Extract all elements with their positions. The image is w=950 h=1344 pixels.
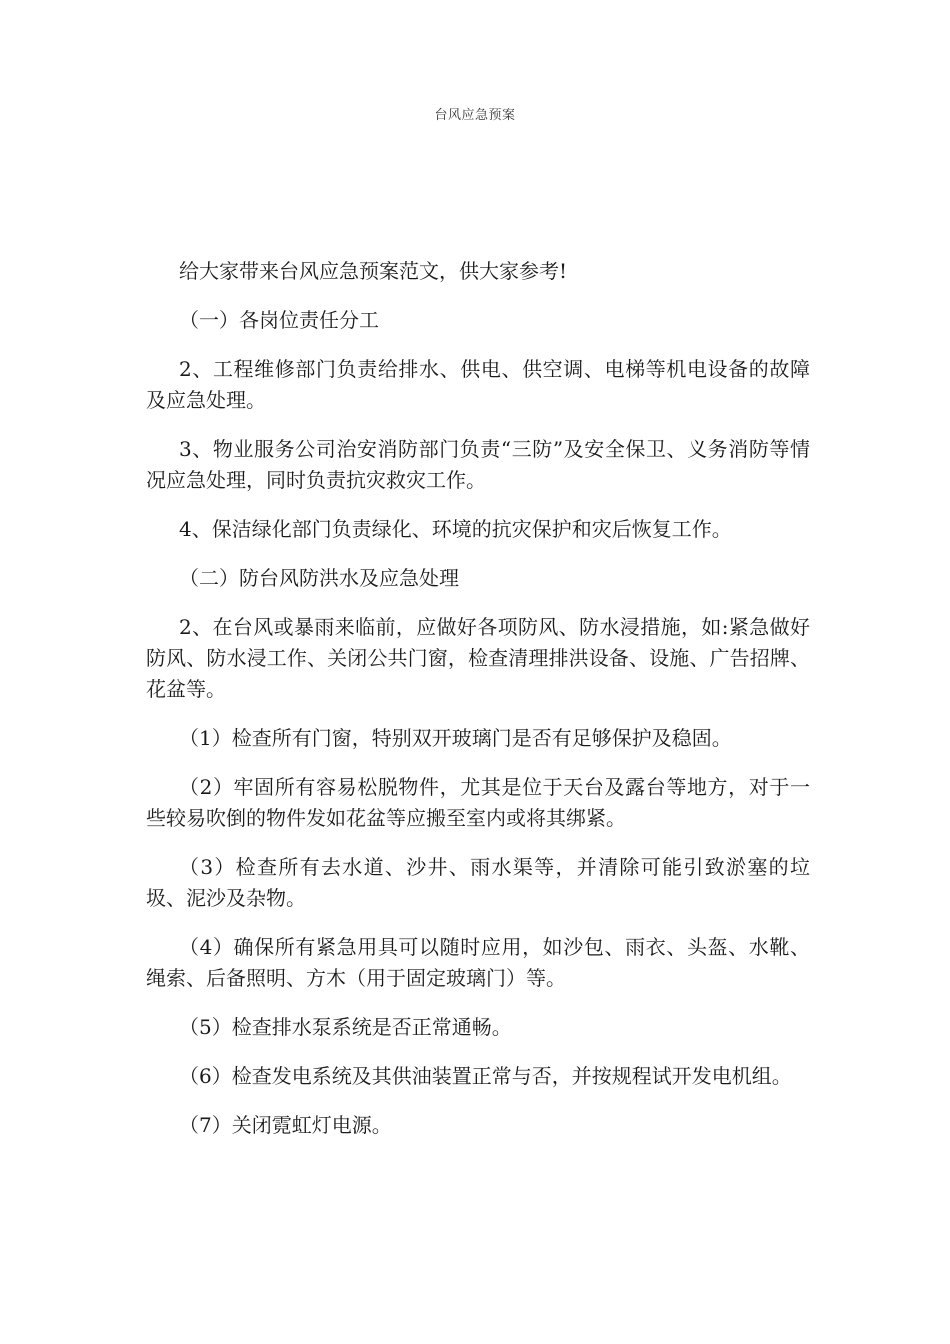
paragraph-item-2: 2、工程维修部门负责给排水、供电、供空调、电梯等机电设备的故障及应急处理。 bbox=[146, 357, 810, 412]
paragraph-item-4: 4、保洁绿化部门负责绿化、环境的抗灾保护和灾后恢复工作。 bbox=[179, 517, 732, 541]
section-heading-1: （一）各岗位责任分工 bbox=[179, 308, 379, 332]
sub-item-6: （6）检查发电系统及其供油装置正常与否，并按规程试开发电机组。 bbox=[179, 1064, 792, 1088]
document-body bbox=[146, 256, 810, 1159]
sub-item-5: （5）检查排水泵系统是否正常通畅。 bbox=[179, 1015, 512, 1039]
section-heading-2: （二）防台风防洪水及应急处理 bbox=[179, 566, 459, 590]
sub-item-7: （7）关闭霓虹灯电源。 bbox=[179, 1113, 392, 1137]
sub-item-1: （1）检查所有门窗，特别双开玻璃门是否有足够保护及稳固。 bbox=[179, 726, 732, 750]
paragraph-item-2b: 2、在台风或暴雨来临前，应做好各项防风、防水浸措施，如:紧急做好防风、防水浸工作、关闭公共门窗，检查清理排洪设备、设施、广告招牌、花盆等。 bbox=[146, 615, 810, 701]
sub-item-4: （4）确保所有紧急用具可以随时应用，如沙包、雨衣、头盔、水靴、绳索、后备照明、方木（用于固定玻璃门）等。 bbox=[146, 935, 810, 990]
document-header: 台风应急预案 bbox=[434, 108, 516, 123]
paragraph-item-3: 3、物业服务公司治安消防部门负责“三防”及安全保卫、义务消防等情况应急处理，同时负责抗灾救灾工作。 bbox=[146, 437, 810, 492]
intro-paragraph: 给大家带来台风应急预案范文，供大家参考! bbox=[179, 259, 568, 283]
sub-item-2: （2）牢固所有容易松脱物件，尤其是位于天台及露台等地方，对于一些较易吹倒的物件发如花盆等应搬至室内或将其绑紧。 bbox=[146, 775, 810, 830]
sub-item-3: （3）检查所有去水道、沙井、雨水渠等，并清除可能引致淤塞的垃圾、泥沙及杂物。 bbox=[146, 855, 810, 910]
